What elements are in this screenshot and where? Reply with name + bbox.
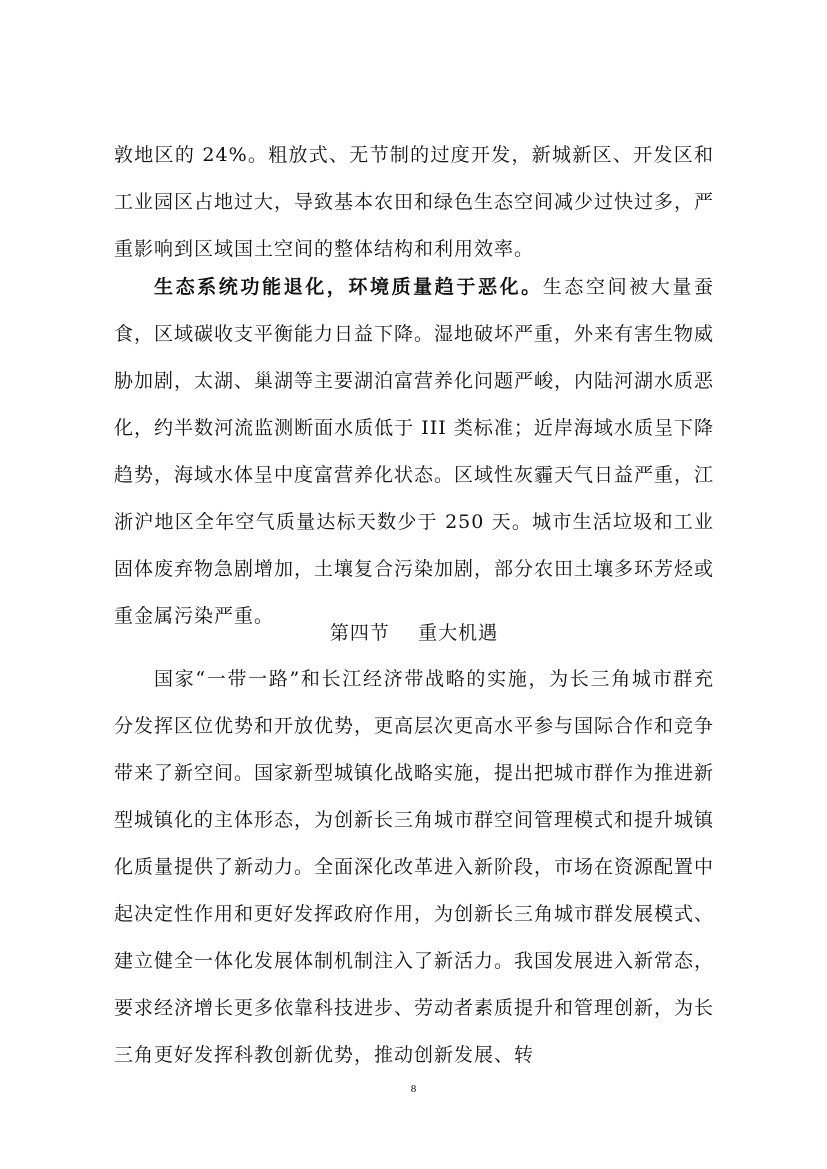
- section-number: 第四节: [329, 622, 390, 644]
- paragraph-continuation: 敦地区的 24%。粗放式、无节制的过度开发，新城新区、开发区和工业园区占地过大，导致基本农田和绿色生态空间减少过快过多，严重影响到区域国土空间的整体结构和利用效率。: [114, 144, 715, 260]
- section-heading: [114, 610, 714, 657]
- page-number: 8: [410, 1083, 417, 1095]
- paragraph-opportunities: 国家“一带一路”和长江经济带战略的实施，为长三角城市群充分发挥区位优势和开放优势，更高层次更高水平参与国际合作和竞争带来了新空间。国家新型城镇化战略实施，提出把城市群作为推进新型城镇化的主体形态，为创新长三角城市群空间管理模式和提升城镇化质量提供了新动力。全面深化改革进入新阶段，市场在资源配置中起决定性作用和更好发挥政府作用，为创新长三角城市群发展模式、建立健全一体化发展体制机制注入了新活力。我国发展进入新常态，要求经济增长更多依靠科技进步、劳动者素质提升和管理创新，为长三角更好发挥科教创新优势，推动创新发展、转: [114, 668, 715, 1066]
- paragraph-ecology: [114, 264, 714, 640]
- paragraph-lead-sentence: 生态系统功能退化，环境质量趋于恶化。: [154, 276, 543, 298]
- paragraph-body: 生态空间被大量蚕食，区域碳收支平衡能力日益下降。湿地破坏严重，外来有害生物威胁加剧，太湖、巢湖等主要湖泊富营养化问题严峻，内陆河湖水质恶化，约半数河流监测断面水质低于 III 类标准；近岸海域水质呈下降趋势，海域水体呈中度富营养化状态。区域性灰霾天气日益严重，江浙沪地区全年空气质量达标天数少于 250 天。城市生活垃圾和工业固体废弃物急剧增加，土壤复合污染加剧，部分农田土壤多环芳烃或重金属污染严重。: [114, 276, 715, 627]
- section-title: 重大机遇: [418, 622, 499, 644]
